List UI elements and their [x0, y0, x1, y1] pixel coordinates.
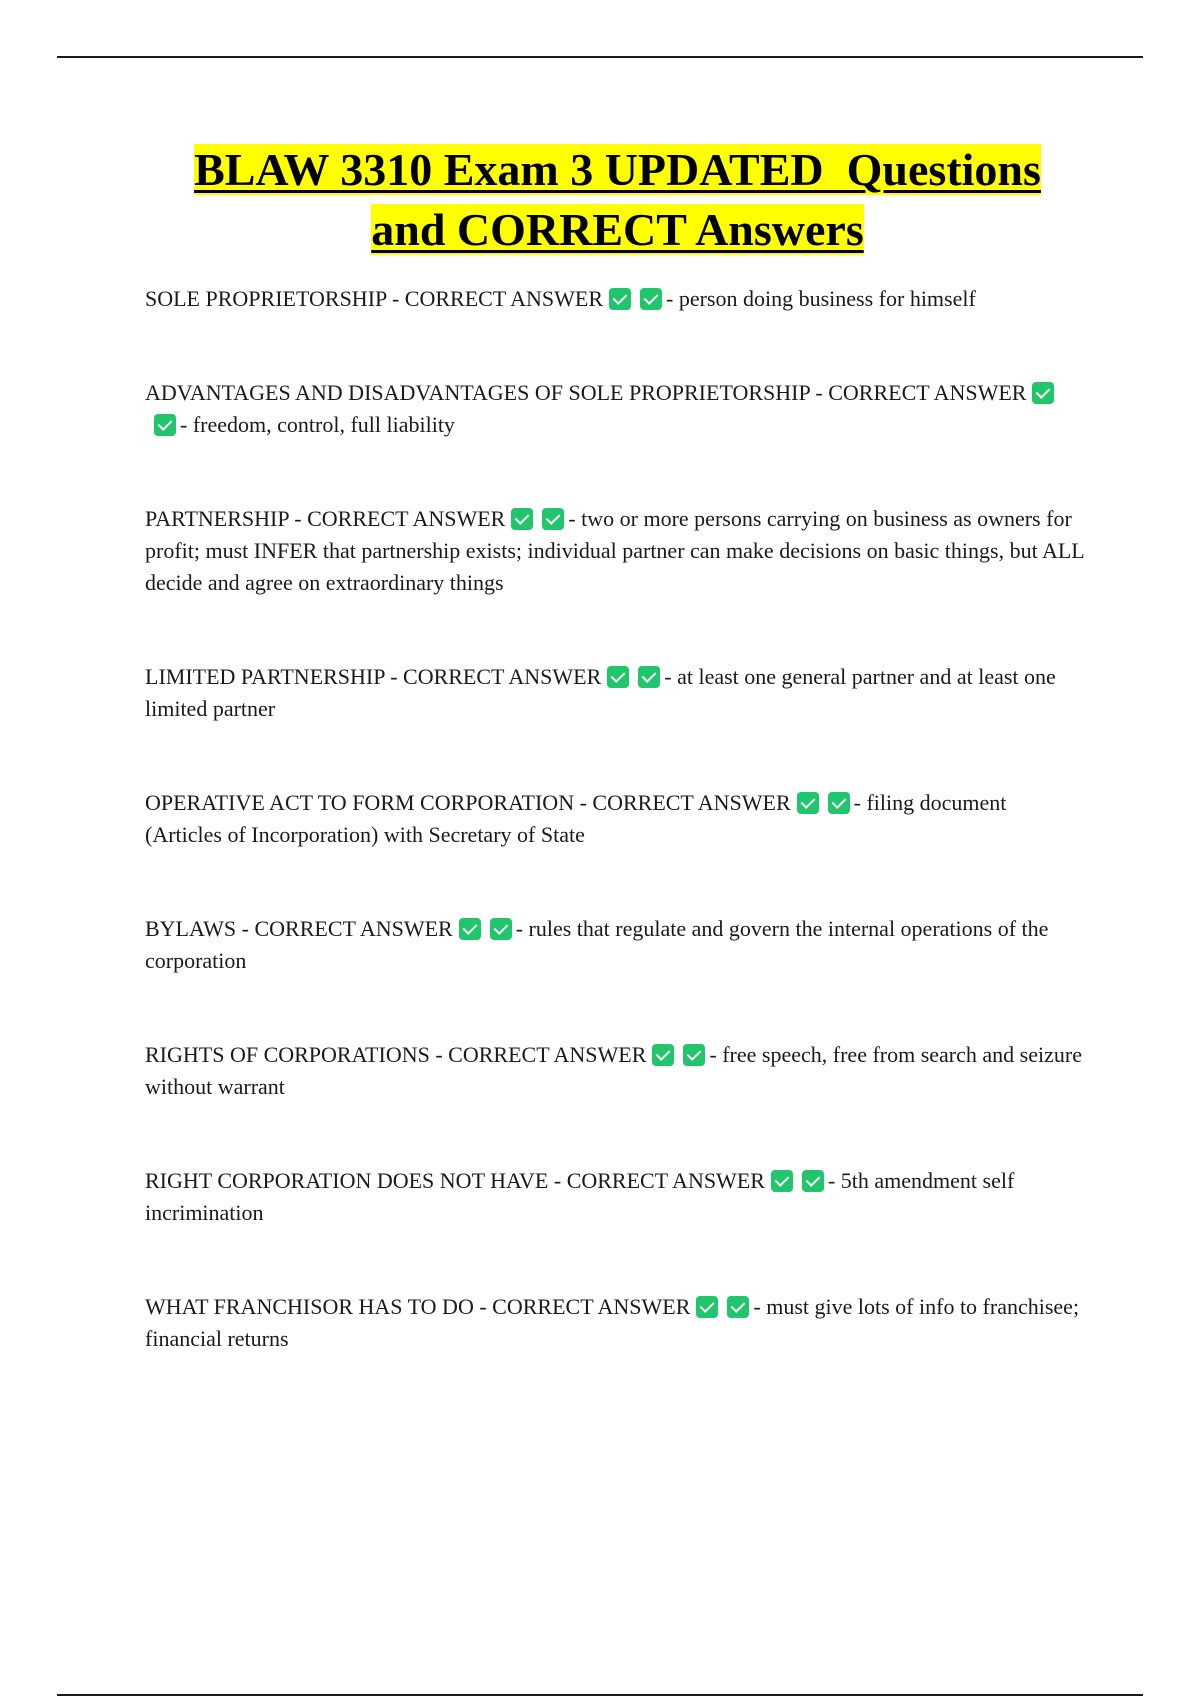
- qa-item: [145, 283, 1085, 315]
- qa-answer: free speech, free from search and seizure without warrant: [145, 1042, 1082, 1099]
- check-icon: [802, 1170, 824, 1192]
- check-icon: [696, 1296, 718, 1318]
- answer-separator: -: [568, 506, 582, 531]
- qa-term: PARTNERSHIP: [145, 506, 289, 531]
- title-line-1: BLAW 3310 Exam 3 UPDATED Questions: [194, 144, 1041, 195]
- qa-term: WHAT FRANCHISOR HAS TO DO: [145, 1294, 474, 1319]
- answer-separator: -: [180, 412, 193, 437]
- check-icon: [607, 666, 629, 688]
- check-icon: [638, 666, 660, 688]
- bottom-rule: [57, 1694, 1143, 1696]
- qa-item: [145, 1039, 1085, 1103]
- title-line-2: and CORRECT Answers: [371, 204, 864, 255]
- qa-item: [145, 1291, 1085, 1355]
- qa-item: [145, 503, 1085, 599]
- qa-term: BYLAWS: [145, 916, 237, 941]
- answer-marker: - CORRECT ANSWER: [435, 1042, 647, 1067]
- answer-separator: -: [827, 1168, 841, 1193]
- qa-answer: rules that regulate and govern the internal operations of the corporation: [145, 916, 1049, 973]
- check-icon: [797, 792, 819, 814]
- answer-separator: -: [709, 1042, 723, 1067]
- answer-separator: -: [753, 1294, 767, 1319]
- qa-answer: at least one general partner and at least one limited partner: [145, 664, 1056, 721]
- qa-term: RIGHTS OF CORPORATIONS: [145, 1042, 430, 1067]
- qa-term: OPERATIVE ACT TO FORM CORPORATION: [145, 790, 575, 815]
- answer-marker: - CORRECT ANSWER: [479, 1294, 691, 1319]
- answer-separator: -: [853, 790, 867, 815]
- document-title: [130, 140, 1105, 260]
- answer-separator: -: [664, 664, 678, 689]
- qa-item: [145, 377, 1085, 441]
- qa-item: [145, 787, 1085, 851]
- check-icon: [727, 1296, 749, 1318]
- check-icon: [609, 288, 631, 310]
- qa-term: ADVANTAGES AND DISADVANTAGES OF SOLE PROPRIETORSHIP: [145, 380, 810, 405]
- check-icon: [154, 414, 176, 436]
- check-icon: [771, 1170, 793, 1192]
- qa-answer: filing document (Articles of Incorporation) with Secretary of State: [145, 790, 1007, 847]
- check-icon: [1032, 382, 1054, 404]
- qa-term: RIGHT CORPORATION DOES NOT HAVE: [145, 1168, 549, 1193]
- answer-marker: - CORRECT ANSWER: [815, 380, 1027, 405]
- answer-marker: - CORRECT ANSWER: [579, 790, 791, 815]
- qa-item: [145, 1165, 1085, 1229]
- qa-answer: 5th amendment self incrimination: [145, 1168, 1015, 1225]
- answer-marker: - CORRECT ANSWER: [391, 286, 604, 311]
- check-icon: [459, 918, 481, 940]
- check-icon: [683, 1044, 705, 1066]
- check-icon: [652, 1044, 674, 1066]
- qa-answer: must give lots of info to franchisee; financial returns: [145, 1294, 1080, 1351]
- qa-list: [145, 283, 1085, 1355]
- qa-answer: two or more persons carrying on business as owners for profit; must INFER that partnership exists; individual partner can make decisions on basic things, but ALL decide and agree on extraordinary things: [145, 506, 1084, 595]
- check-icon: [828, 792, 850, 814]
- qa-item: [145, 913, 1085, 977]
- check-icon: [490, 918, 512, 940]
- qa-answer: freedom, control, full liability: [192, 412, 455, 437]
- answer-marker: - CORRECT ANSWER: [390, 664, 602, 689]
- check-icon: [511, 508, 533, 530]
- qa-item: [145, 661, 1085, 725]
- answer-separator: -: [666, 286, 679, 311]
- top-rule: [57, 56, 1143, 58]
- qa-term: SOLE PROPRIETORSHIP: [145, 286, 387, 311]
- answer-separator: -: [515, 916, 529, 941]
- answer-marker: - CORRECT ANSWER: [294, 506, 506, 531]
- check-icon: [542, 508, 564, 530]
- answer-marker: - CORRECT ANSWER: [241, 916, 453, 941]
- qa-answer: person doing business for himself: [678, 286, 976, 311]
- answer-marker: - CORRECT ANSWER: [553, 1168, 765, 1193]
- qa-term: LIMITED PARTNERSHIP: [145, 664, 385, 689]
- check-icon: [640, 288, 662, 310]
